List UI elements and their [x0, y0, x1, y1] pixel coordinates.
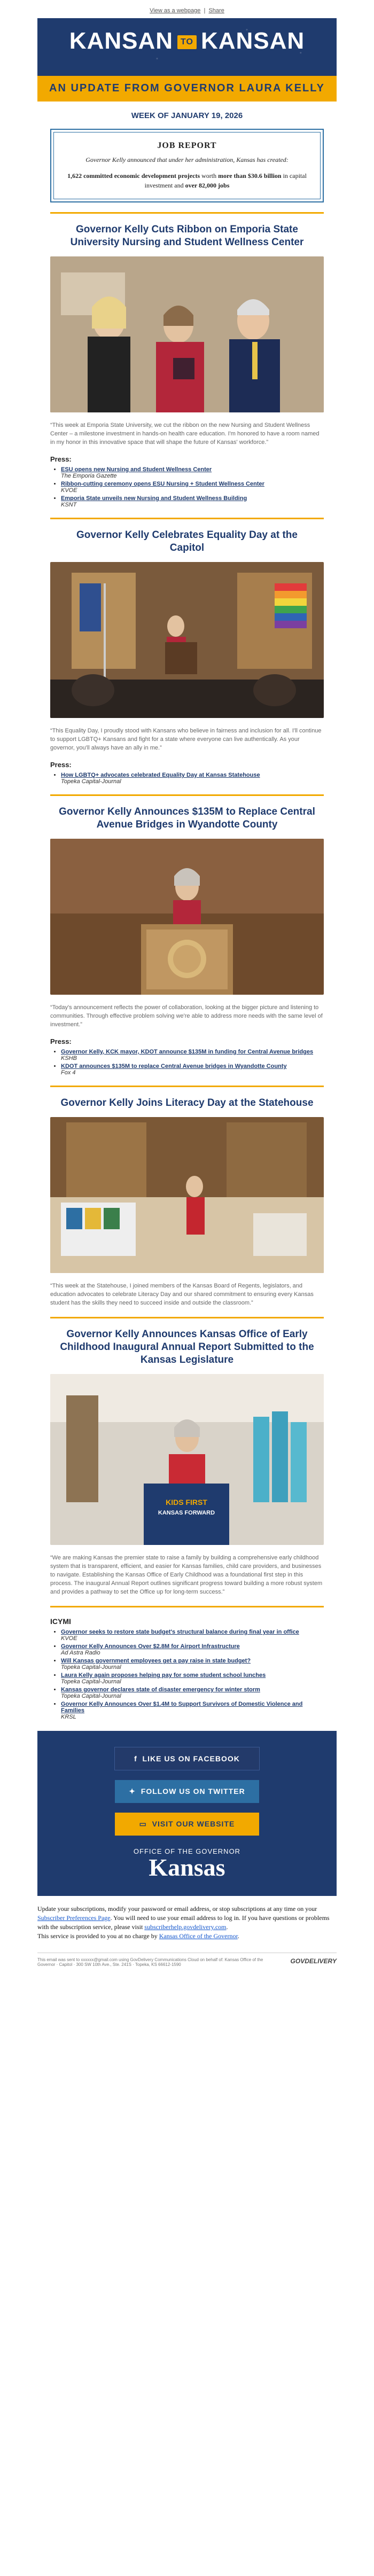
newsletter-header: [37, 18, 337, 76]
icymi-link[interactable]: Laura Kelly again proposes helping pay for some student school lunches: [61, 1672, 266, 1679]
story-title: Governor Kelly Announces Kansas Office of Early Childhood Inaugural Annual Report Submitted to the Kansas Legislature: [60, 1329, 314, 1365]
icymi-source: KVOE: [61, 1635, 77, 1642]
job-report-box: [50, 129, 324, 202]
subscriber-preferences-link[interactable]: Subscriber Preferences Page: [37, 1914, 111, 1922]
press-block: [50, 1037, 324, 1076]
icymi-item: [61, 1643, 324, 1656]
icymi-source: Ad Astra Radio: [61, 1650, 100, 1656]
icymi-item: [61, 1687, 324, 1699]
twitter-button[interactable]: ✦ FOLLOW US ON TWITTER: [115, 1780, 259, 1803]
press-source: The Emporia Gazette: [61, 473, 117, 479]
press-label: Press:: [50, 455, 72, 463]
icymi-link[interactable]: Will Kansas government employees get a pay raise in state budget?: [61, 1658, 251, 1664]
govdelivery-logo: GOVDELIVERY: [290, 1957, 337, 1965]
press-source: Topeka Capital-Journal: [61, 778, 121, 785]
icymi-item: [61, 1672, 324, 1685]
press-item: [61, 1063, 324, 1076]
story-quote: “Today's announcement reflects the power of collaboration, looking at the bigger picture and listening to communities. Through effective problem solving we're able to address more needs with the same level of investment.”: [50, 1004, 323, 1028]
icymi-item: [61, 1658, 324, 1671]
story-title: Governor Kelly Announces $135M to Replace Central Avenue Bridges in Wyandotte County: [59, 806, 315, 830]
icymi-label: ICYMI: [50, 1617, 71, 1626]
facebook-icon: f: [134, 1754, 143, 1763]
story-photo-bridges: [50, 839, 324, 995]
press-label: Press:: [50, 1037, 72, 1045]
press-item: [61, 481, 324, 494]
divider: [50, 1317, 324, 1318]
press-link[interactable]: KDOT announces $135M to replace Central Avenue bridges in Wyandotte County: [61, 1063, 287, 1070]
story-photo-equality: [50, 562, 324, 718]
press-link[interactable]: Governor Kelly, KCK mayor, KDOT announce $135M in funding for Central Avenue bridges: [61, 1049, 314, 1055]
icymi-source: KRSL: [61, 1714, 76, 1720]
story-title: Governor Kelly Celebrates Equality Day at the Capitol: [76, 529, 298, 553]
press-link[interactable]: How LGBTQ+ advocates celebrated Equality Day at Kansas Statehouse: [61, 772, 260, 778]
job-report-title: JOB REPORT: [157, 141, 217, 150]
newsletter-brand: KANSAN TO KANSAN: [69, 28, 305, 54]
press-block: [50, 761, 324, 785]
press-item: [61, 1049, 324, 1061]
icymi-block: [50, 1617, 324, 1720]
icymi-source: Topeka Capital-Journal: [61, 1664, 121, 1671]
divider: [50, 1086, 324, 1087]
story-photo-ribbon: [50, 256, 324, 412]
fine-print: This email was sent to xxxxxx@gmail.com using GovDelivery Communications Cloud on behalf of: Kansas Office of the Governor · Capitol · 300 SW 10th Ave., Ste. 241S · Topeka, KS 66612-1590 GOVDELIVERY: [37, 1953, 337, 1967]
story-title: Governor Kelly Cuts Ribbon on Emporia State University Nursing and Student Wellness Center: [70, 224, 304, 248]
share-link[interactable]: Share: [208, 7, 224, 14]
icymi-link[interactable]: Governor Kelly Announces Over $2.8M for Airport Infrastructure: [61, 1643, 240, 1650]
social-footer: [37, 1731, 337, 1896]
icymi-source: Topeka Capital-Journal: [61, 1679, 121, 1685]
podium-sign-line2: KANSAS FORWARD: [158, 1510, 215, 1516]
story-esu-ribbon: [37, 223, 337, 508]
press-item: [61, 495, 324, 508]
story-photo-literacy: [50, 1117, 324, 1273]
story-literacy-day: [37, 1097, 337, 1307]
press-item: [61, 466, 324, 479]
press-source: KVOE: [61, 487, 77, 494]
story-equality-day: [37, 529, 337, 785]
top-utility-bar: View as a webpage | Share: [150, 7, 224, 14]
icymi-link[interactable]: Governor seeks to restore state budget's structural balance during final year in office: [61, 1629, 299, 1635]
story-quote: “This week at Emporia State University, we cut the ribbon on the new Nursing and Student Wellness Center – a milestone investment in hands-on health care education. I'm honored to have a room named in my honor in this innovative space that will shape the future of Kansas' workforce.”: [50, 422, 320, 446]
facebook-button[interactable]: f LIKE US ON FACEBOOK: [114, 1747, 260, 1770]
press-link[interactable]: Emporia State unveils new Nursing and Student Wellness Building: [61, 495, 247, 502]
story-quote: “We are making Kansas the premier state to raise a family by building a comprehensive early childhood system that is transparent, efficient, and easier for Kansas families, child care providers, and businesses to navigate. Establishing the Kansas Office of Early Childhood was a foundational first step in this process. The inaugural Annual Report outlines significant progress toward building a more robust system and provides a pathway to set the Office up for long-term success.”: [50, 1555, 323, 1595]
press-link[interactable]: Ribbon-cutting ceremony opens ESU Nursing + Student Wellness Center: [61, 481, 264, 487]
press-source: KSHB: [61, 1055, 77, 1061]
newsletter-subtitle: AN UPDATE FROM GOVERNOR LAURA KELLY: [37, 76, 337, 102]
icymi-item: [61, 1701, 324, 1720]
monitor-icon: ▭: [139, 1820, 152, 1828]
kansas-governor-logo: OFFICE OF THE GOVERNOR Kansas: [133, 1847, 241, 1881]
divider: [50, 794, 324, 796]
icymi-link[interactable]: Kansas governor declares state of disaster emergency for winter storm: [61, 1687, 260, 1693]
icymi-item: [61, 1629, 324, 1642]
icymi-link[interactable]: Governor Kelly Announces Over $1.4M to Support Survivors of Domestic Violence and Families: [61, 1701, 303, 1714]
week-label: WEEK OF JANUARY 19, 2026: [131, 111, 243, 120]
story-quote: “This week at the Statehouse, I joined members of the Kansas Board of Regents, legislators, and education advocates to celebrate Literacy Day and our shared commitment to ensuring every Kansas student has the skills they need to succeed inside and outside the classroom.”: [50, 1283, 314, 1306]
job-report-stat: 1,622 committed economic development projects worth more than $30.6 billion in capital investment and over 82,000 jobs: [67, 172, 307, 189]
divider: [50, 212, 324, 214]
press-source: Fox 4: [61, 1070, 76, 1076]
subscriber-help-link[interactable]: subscriberhelp.govdelivery.com: [144, 1923, 227, 1931]
press-label: Press:: [50, 761, 72, 769]
divider: [50, 1606, 324, 1607]
icymi-source: Topeka Capital-Journal: [61, 1693, 121, 1699]
website-button[interactable]: ▭ VISIT OUR WEBSITE: [115, 1813, 259, 1836]
governor-office-link[interactable]: Kansas Office of the Governor: [159, 1932, 238, 1940]
press-link[interactable]: ESU opens new Nursing and Student Wellness Center: [61, 466, 212, 473]
story-central-avenue-bridges: [37, 806, 337, 1076]
press-item: [61, 772, 324, 785]
story-quote: “This Equality Day, I proudly stood with Kansans who believe in fairness and inclusion for all. I'll continue to support LGBTQ+ Kansans and fight for a state where everyone can live authentically. As your governor, you'll always have an ally in me.”: [50, 728, 322, 751]
story-title: Governor Kelly Joins Literacy Day at the Statehouse: [60, 1097, 314, 1109]
press-source: KSNT: [61, 502, 77, 508]
view-as-webpage-link[interactable]: View as a webpage: [150, 7, 201, 14]
press-block: [50, 455, 324, 508]
job-report-intro: Governor Kelly announced that under her administration, Kansas has created:: [85, 156, 289, 163]
divider: [50, 518, 324, 519]
twitter-icon: ✦: [129, 1787, 141, 1796]
story-early-childhood-report: [37, 1328, 337, 1596]
subscription-notice: Update your subscriptions, modify your password or email address, or stop subscriptions at any time on your Subscriber Preferences Page. You will need to use your email address to log in. If you have questions or problems with the subscription service, please visit subscriberhelp.govdelivery.com. This service is provided to you at no charge by Kansas Office of the Governor.: [37, 1905, 330, 1940]
podium-sign-line1: KIDS FIRST: [166, 1498, 207, 1506]
email-body: [37, 18, 337, 1896]
story-photo-early-childhood: [50, 1374, 324, 1545]
